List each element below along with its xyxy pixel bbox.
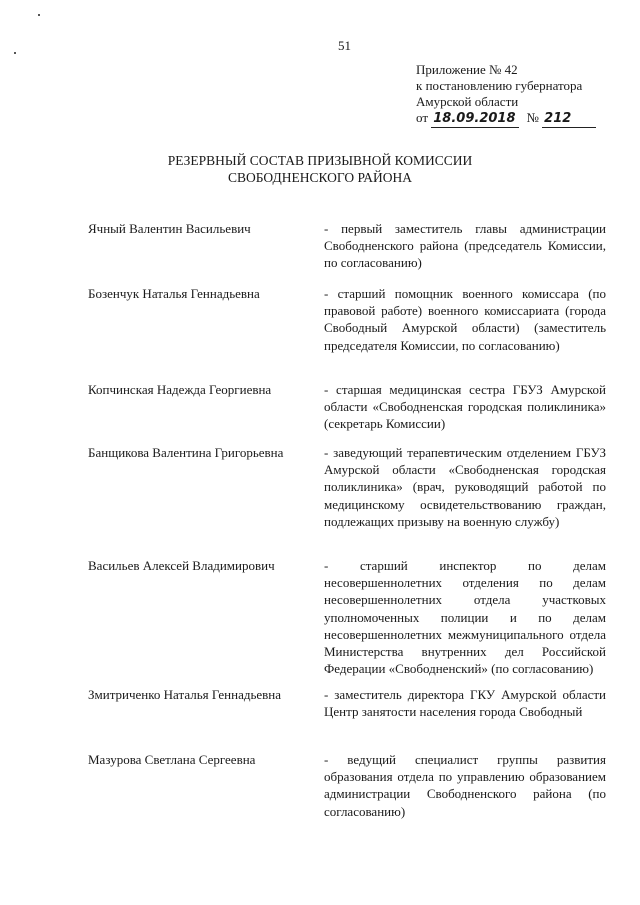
member-role: - старший помощник военного комиссара (по правовой работе) военного комиссариата (города Свободный Амурской области) (заместитель председателя Комиссии, по согласованию) xyxy=(324,286,606,353)
member-role: - заместитель директора ГКУ Амурской области Центр занятости населения города Свободный xyxy=(324,687,606,720)
date-prefix: от xyxy=(416,110,429,125)
scan-speck xyxy=(14,52,16,54)
appendix-date-line xyxy=(416,110,596,128)
member-name: Ячный Валентин Васильевич xyxy=(88,221,251,236)
member-name: Бозенчук Наталья Геннадьевна xyxy=(88,286,260,301)
member-name: Банщикова Валентина Григорьевна xyxy=(88,445,284,460)
member-name: Копчинская Надежда Георгиевна xyxy=(88,382,272,397)
member-role: - первый заместитель главы администрации Свободненского района (председатель Комиссии, по согласованию) xyxy=(324,221,606,271)
title-line-1: РЕЗЕРВНЫЙ СОСТАВ ПРИЗЫВНОЙ КОМИССИИ xyxy=(167,153,473,168)
member-name: Мазурова Светлана Сергеевна xyxy=(88,752,256,767)
member-name: Змитриченко Наталья Геннадьевна xyxy=(88,687,282,702)
number-prefix: № xyxy=(526,110,539,125)
member-role: - старший инспектор по делам несовершеннолетних отделения по делам несовершеннолетних отдела участковых уполномоченных полиции и по делам несовершеннолетних межмуниципального отдела Министерства внутренних дел Российской Федерации «Свободненский» (по согласованию) xyxy=(324,558,606,677)
handwritten-date: 18.09.2018 xyxy=(431,111,519,128)
title-line-2: СВОБОДНЕНСКОГО РАЙОНА xyxy=(228,170,412,185)
handwritten-number: 212 xyxy=(542,111,596,128)
document-title xyxy=(0,152,640,186)
member-name: Васильев Алексей Владимирович xyxy=(88,558,275,573)
page-number: 51 xyxy=(338,38,351,53)
appendix-header xyxy=(416,62,596,128)
member-role: - заведующий терапевтическим отделением ГБУЗ Амурской области «Свободненская городская поликлиника» (врач, руководящий работой по медицинскому освидетельствованию граждан, подлежащих призыву на военную службу) xyxy=(324,445,606,529)
member-role: - ведущий специалист группы развития образования отдела по управлению образованием администрации Свободненского района (по согласованию) xyxy=(324,752,606,819)
appendix-region: Амурской области xyxy=(416,94,519,109)
member-role: - старшая медицинская сестра ГБУЗ Амурской области «Свободненская городская поликлиника» (секретарь Комиссии) xyxy=(324,382,606,432)
appendix-title: Приложение № 42 xyxy=(416,62,518,77)
appendix-ref: к постановлению губернатора xyxy=(416,78,583,93)
scan-speck xyxy=(38,14,40,16)
